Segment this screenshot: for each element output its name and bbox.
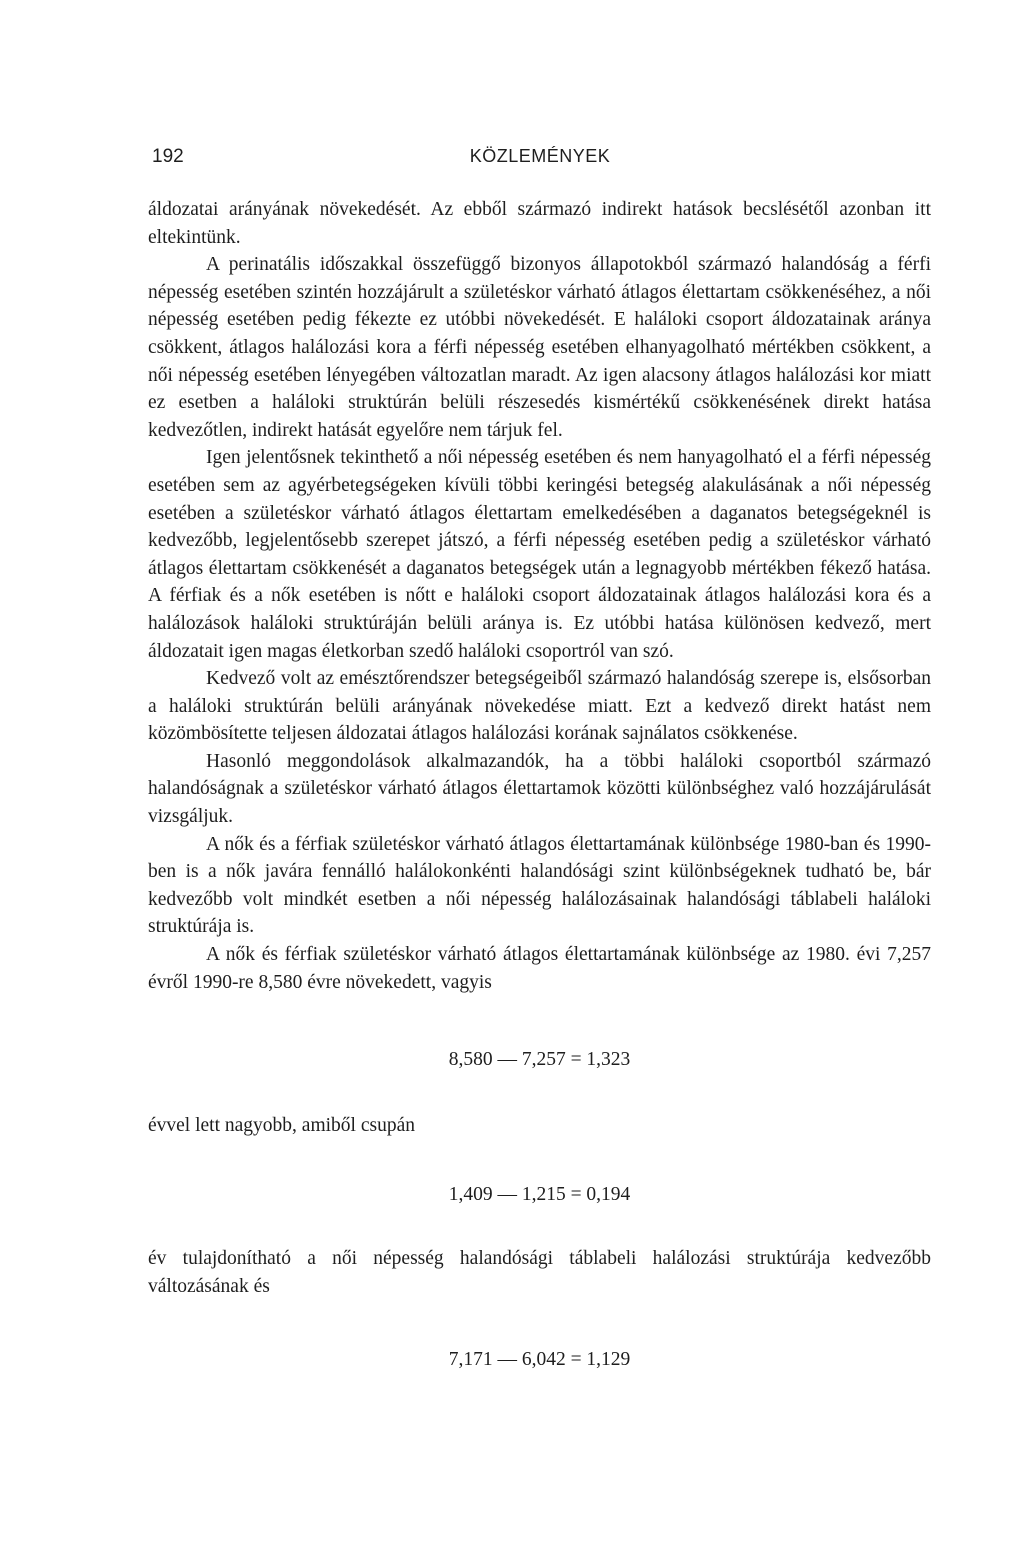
equation-total-difference: 8,580 — 7,257 = 1,323 xyxy=(448,1049,631,1071)
paragraph-similar-considerations: Hasonló meggondolások alkalmazandók, ha a többi haláloki csoportból származó halandóságnak a születéskor várható átlagos élettartamok közötti különbséghez való hozzájárulását vizsgáljuk. xyxy=(148,750,931,828)
paragraph-circulatory: Igen jelentősnek tekinthető a női népesség esetében és nem hanyagolható el a férfi népesség esetében sem az agyérbetegségeken kívüli többi keringési betegség alakulásának a női népesség esetében a születéskor várható átlagos élettartam emelkedésében a daganatos betegségeknél is kedvezőbb, legjelentősebb szerepet játszó, a férfi népesség esetében pedig a születéskor várható átlagos élettartam csökkenését a daganatos betegségek után a legnagyobb mértékben fékező hatása. A férfiak és a nők esetében is nőtt e haláloki csoport áldozatainak átlagos halálozási kora és a halálozások haláloki struktúráján belüli aránya is. Ez utóbbi hatása különösen kedvező, mert áldozatait igen magas életkorban szedő haláloki csoportról van szó. xyxy=(148,447,931,662)
running-title: KÖZLEMÉNYEK xyxy=(469,146,611,166)
connector-text-2: év tulajdonítható a női népesség halandósági táblabeli halálozási struktúrája kedvezőbb változásának és xyxy=(148,1248,931,1297)
paragraph-sex-difference: A nők és a férfiak születéskor várható átlagos élettartamának különbsége 1980-ban és 1990-ben is a nők javára fennálló halálokonkénti halandósági szint különbségeknek tudható be, bár kedvezőbb volt mindkét esetben a női népesség halálozásainak halandósági táblabeli haláloki struktúrája is. xyxy=(148,833,931,938)
page-header xyxy=(152,146,928,174)
paragraph-digestive: Kedvező volt az emésztőrendszer betegségeiből származó halandóság szerepe is, elsősorban a haláloki struktúrán belüli arányának növekedése miatt. Ezt a kedvező direkt hatást nem közömbösítette teljesen áldozatai átlagos halálozási korának sajnálatos csökkenése. xyxy=(148,668,931,745)
connector-text-1: évvel lett nagyobb, amiből csupán xyxy=(148,1114,415,1136)
paragraph-difference-growth: A nők és férfiak születéskor várható átlagos élettartamának különbsége az 1980. évi 7,257 évről 1990-re 8,580 évre növekedett, vagyis xyxy=(148,944,931,993)
page-number: 192 xyxy=(152,146,184,167)
equation-structure-effect: 1,409 — 1,215 = 0,194 xyxy=(448,1184,631,1206)
article-body xyxy=(148,196,931,1374)
paragraph-perinatal: A perinatális időszakkal összefüggő bizonyos állapotokból származó halandóság a férfi népesség esetében szintén hozzájárult a születéskor várható átlagos élettartam csökkenéséhez, a női népesség esetében pedig fékezte ez utóbbi növekedését. E haláloki csoport áldozatainak aránya csökkent, átlagos halálozási kora a férfi népesség esetében elhanyagolható mértékben csökkent, a női népesség esetében lényegében változatlan maradt. Az igen alacsony átlagos halálozási kor miatt ez esetben a haláloki struktúrán belüli részesedés kismértékű csökkenésének direkt hatása kedvezőtlen, indirekt hatását egyelőre nem tárjuk fel. xyxy=(148,254,931,441)
paragraph-continuation: áldozatai arányának növekedését. Az ebből származó indirekt hatások becslésétől azonban itt eltekintünk. xyxy=(148,199,931,248)
equation-level-effect: 7,171 — 6,042 = 1,129 xyxy=(448,1349,631,1371)
